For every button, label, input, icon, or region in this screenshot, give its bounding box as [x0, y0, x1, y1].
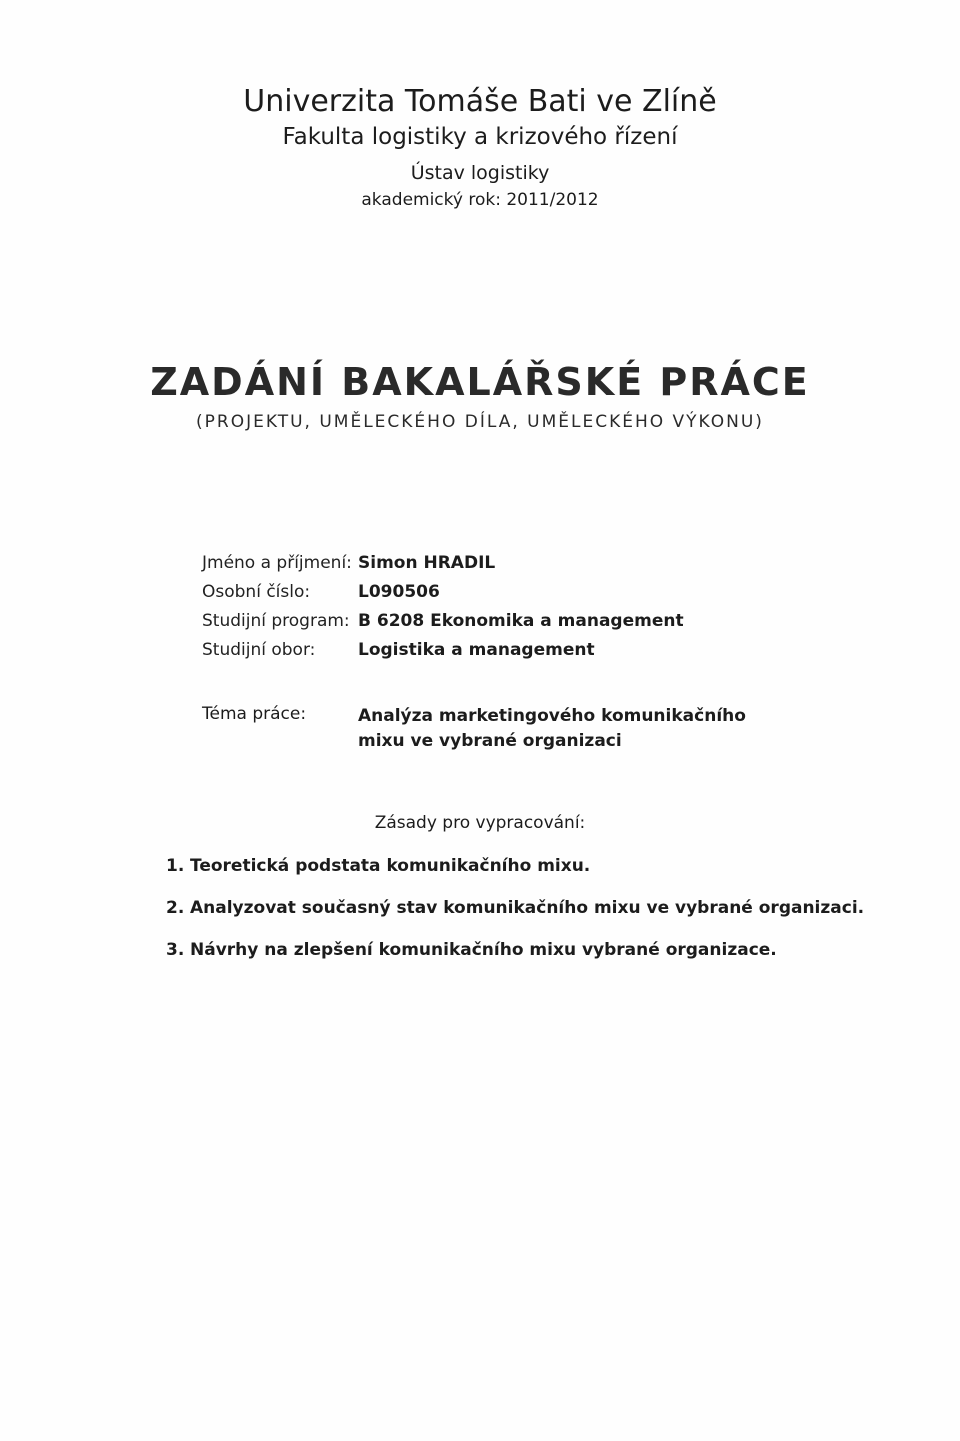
list-item-number: 2. — [166, 898, 185, 918]
field-label: Studijní obor: — [202, 640, 316, 660]
field-value: Simon HRADIL — [358, 553, 496, 573]
academic-year: akademický rok: 2011/2012 — [361, 190, 599, 210]
university-name: Univerzita Tomáše Bati ve Zlíně — [243, 84, 717, 119]
list-item-number: 1. — [166, 856, 185, 876]
field-value: L090506 — [358, 582, 440, 602]
list-item — [166, 856, 806, 898]
field-label: Studijní program: — [202, 611, 350, 631]
field-value: B 6208 Ekonomika a management — [358, 611, 684, 631]
institute-name: Ústav logistiky — [410, 162, 550, 184]
list-item — [166, 898, 865, 940]
principles-title: Zásady pro vypracování: — [374, 813, 586, 833]
list-item — [166, 940, 806, 982]
field-value: Logistika a management — [358, 640, 595, 660]
topic-value: Analýza marketingového komunikačního mixu ve vybrané organizaci — [358, 706, 746, 751]
field-label: Osobní číslo: — [202, 582, 311, 602]
field-row-name — [202, 553, 722, 582]
field-row-personal-number — [202, 582, 722, 611]
field-label: Jméno a příjmení: — [202, 553, 352, 573]
list-item-text: Teoretická podstata komunikačního mixu. — [190, 856, 591, 876]
document-subtitle: (PROJEKTU, UMĚLECKÉHO DÍLA, UMĚLECKÉHO VÝKONU) — [196, 412, 764, 432]
topic-label: Téma práce: — [202, 704, 307, 724]
list-item-text: Návrhy na zlepšení komunikačního mixu vybrané organizace. — [190, 940, 777, 960]
field-row-study-program — [202, 611, 722, 640]
student-info — [202, 553, 722, 669]
list-item-number: 3. — [166, 940, 185, 960]
principles-list — [166, 856, 865, 982]
field-row-study-field — [202, 640, 722, 669]
list-item-text: Analyzovat současný stav komunikačního mixu ve vybrané organizaci. — [190, 898, 865, 918]
faculty-name: Fakulta logistiky a krizového řízení — [282, 124, 678, 150]
document-title: ZADÁNÍ BAKALÁŘSKÉ PRÁCE — [150, 360, 810, 404]
